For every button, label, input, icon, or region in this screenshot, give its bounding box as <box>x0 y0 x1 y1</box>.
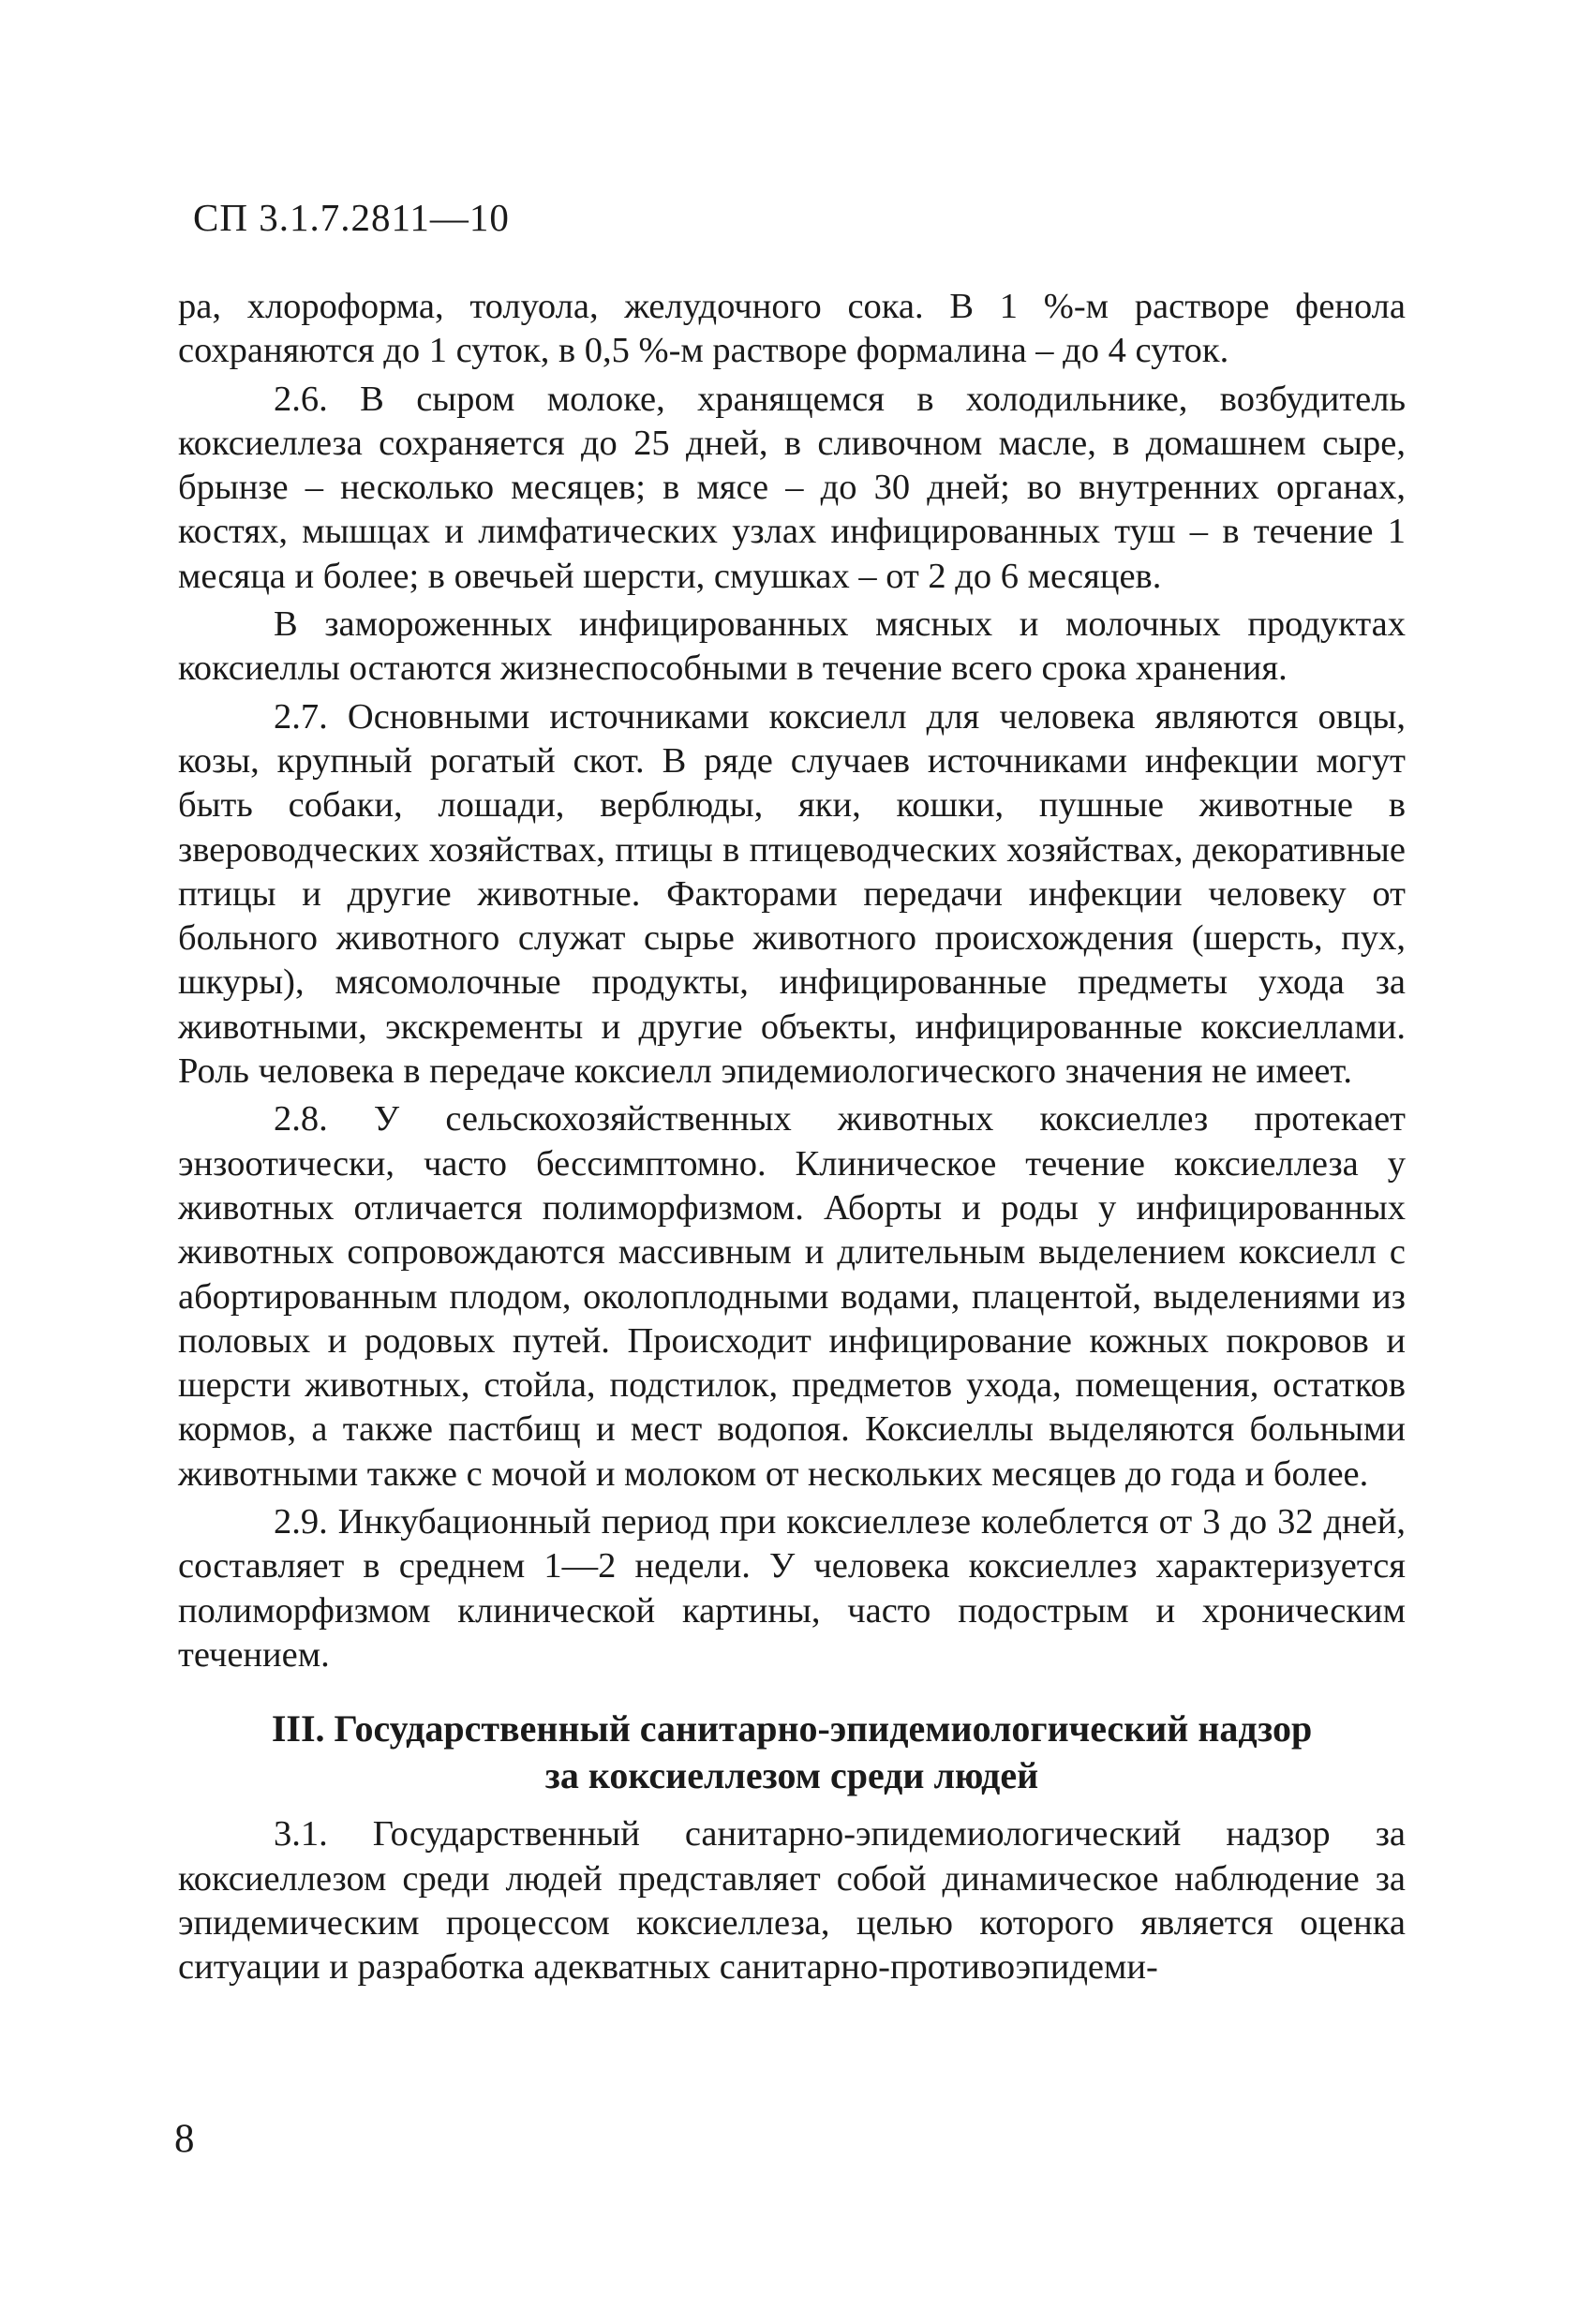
section-heading-line-2: за коксиеллезом среди людей <box>544 1754 1039 1797</box>
body-text <box>178 285 1406 1993</box>
paragraph-3-1: 3.1. Государственный санитарно-эпидемиологический надзор за коксиеллезом среди людей представляет собой динамическое наблюдение за эпидемическим процессом коксиеллеза, целью которого является оценка ситуации и разработка адекватных санитарно-противоэпидеми- <box>178 1814 1406 1988</box>
section-heading-line-1: III. Государственный санитарно-эпидемиологический надзор <box>271 1707 1313 1750</box>
running-header: СП 3.1.7.2811—10 <box>193 196 510 239</box>
paragraph-2-7: 2.7. Основными источниками коксиелл для человека являются овцы, козы, крупный рогатый скот. В ряде случаев источниками инфекции могут быть собаки, лошади, верблюды, яки, кошки, пушные животные в звероводческих хозяйствах, птицы в птицеводческих хозяйствах, декоративные птицы и другие животные. Факторами передачи инфекции человеку от больного животного служат сырье животного происхождения (шерсть, пух, шкуры), мясомолочные продукты, инфицированные предметы ухода за животными, экскременты и другие объекты, инфицированные коксиеллами. Роль человека в передаче коксиелл эпидемиологического значения не имеет. <box>178 696 1406 1092</box>
paragraph-2-8: 2.8. У сельскохозяйственных животных коксиеллез протекает энзоотически, часто бессимптомно. Клиническое течение коксиеллеза у животных отличается полиморфизмом. Аборты и роды у инфицированных животных сопровождаются массивным и длительным выделением коксиелл с абортированным плодом, околоплодными водами, плацентой, выделениями из половых и родовых путей. Происходит инфицирование кожных покровов и шерсти животных, стойла, подстилок, предметов ухода, помещения, остатков кормов, а также пастбищ и мест водопоя. Коксиеллы выделяются больными животными также с мочой и молоком от нескольких месяцев до года и более. <box>178 1099 1406 1494</box>
paragraph-frozen-products: В замороженных инфицированных мясных и молочных продуктах коксиеллы остаются жизнеспособными в течение всего срока хранения. <box>178 604 1406 689</box>
paragraph-2-6: 2.6. В сыром молоке, хранящемся в холодильнике, возбудитель коксиеллеза сохраняется до 25 дней, в сливочном масле, в домашнем сыре, брынзе – несколько месяцев; в мясе – до 30 дней; во внутренних органах, костях, мышцах и лимфатических узлах инфицированных туш – в течение 1 месяца и более; в овечьей шерсти, смушках – от 2 до 6 месяцев. <box>178 379 1406 596</box>
paragraph-2-9: 2.9. Инкубационный период при коксиеллезе колеблется от 3 до 32 дней, составляет в среднем 1—2 недели. У человека коксиеллез характеризуется полиморфизмом клинической картины, часто подострым и хроническим течением. <box>178 1502 1406 1675</box>
section-heading <box>178 1706 1406 1799</box>
page-number: 8 <box>174 2117 195 2161</box>
paragraph-continuation: ра, хлороформа, толуола, желудочного сока. В 1 %-м растворе фенола сохраняются до 1 суток, в 0,5 %-м растворе формалина – до 4 суток. <box>178 287 1406 371</box>
